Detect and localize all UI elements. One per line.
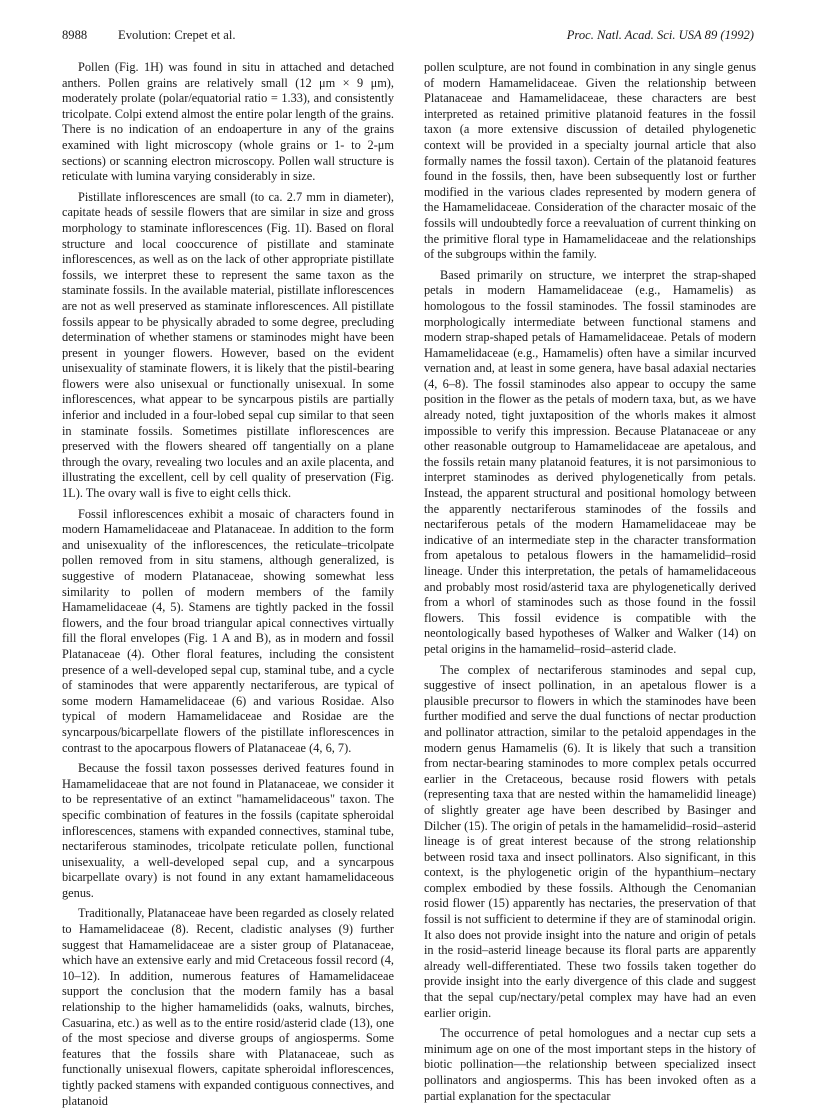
paragraph-traditional: Traditionally, Platanaceae have been regarded as closely related to Hamamelidaceae (8). Recent, cladistic analyses (9) further suggest that Hamamelidaceae are a sister group of Platanaceae, which have an extensive early and mid Cretaceous fossil record (4, 10–12). In addition, numerous features of Hamamelidaceae support the conclusion that the modern family has a basal relationship to the higher hamamelidids (oaks, walnuts, birches, Casuarina, etc.) as well as to the entire rosid/asterid clade (13), one of the most speciose and diverse groups of angiosperms. Some features that the fossils share with Platanaceae, such as functionally unisexual flowers, capitate spheroidal inflorescences, tightly packed stamens with expanded contiguous connectives, and platanoid	[62, 906, 394, 1108]
right-column	[424, 60, 756, 1109]
paragraph-pollen: Pollen (Fig. 1H) was found in situ in attached and detached anthers. Pollen grains are relatively small (12 μm × 9 μm), moderately prolate (polar/equatorial ratio = 1.33), and consistently tricolpate. Colpi extend almost the entire polar length of the grains. There is no indication of an endoaperture in any of the grains examined with light microscopy (whole grains or 1- to 2-μm sections) or scanning electron microscopy. Pollen wall structure is reticulate with lumina varying considerably in size.	[62, 60, 394, 184]
page-number: 8988	[62, 28, 88, 42]
paragraph-nectariferous: The complex of nectariferous staminodes and sepal cup, suggestive of insect pollination, in an apetalous flower is a plausible precursor to flowers in which the staminodes have been further modified and serve the dual functions of nectar production and pollinator attraction, similar to the petaloid appendages in the modern genus Hamamelis (6). It is likely that such a transition from nectar-bearing staminodes to more complex petals occurred earlier in the Cretaceous, because rosid flowers with petals (representing taxa that are nested within the hamamelidid lineage) of slightly greater age have been described by Basinger and Dilcher (15). The origin of petals in the hamamelidid–rosid–asterid lineage is of great interest because of the strong relationship between rosid taxa and insect pollinators. Also significant, in this context, is the phylogenetic origin of the hypanthium–nectary complex embodied by these fossils. Although the Cenomanian rosid flower (15) apparently has nectaries, the preservation of that fossil is not sufficient to determine if they are of staminodal origin. It also does not provide insight into the nature and origin of petals in the rosid–asterid lineage because its floral parts are apparently already well-differentiated. These two fossils taken together do provide insight into the early divergence of this clade and suggest that the sepal cup/nectary/petal complex may have had an even earlier origin.	[424, 662, 756, 1020]
page-header	[62, 28, 754, 46]
section-title: Evolution: Crepet et al.	[118, 28, 236, 42]
paragraph-petals: Based primarily on structure, we interpret the strap-shaped petals in modern Hamamelidaceae (e.g., Hamamelis) as homologous to the fossil staminodes. The fossil staminodes are morphologically intermediate between functional stamens and modern strap-shaped petals of Hamamelidaceae. Petals of modern Hamamelidaceae (e.g., Hamamelis) often have a similar incurved vernation and, at least in some genera, have basal adaxial nectaries (4, 6–8). The fossil staminodes also appear to occupy the same position in the flower as the petals of modern taxa, but, as we have already noted, tight juxtaposition of the whorls makes it almost impossible to verify this impression. Because Platanaceae or any other reasonable outgroup to Hamamelidaceae are apetalous, and the fossils retain many platanoid features, it is not parsimonious to interpret staminodes as derived phylogenetically from petals. Instead, the apparent structural and positional homology between the apparently nectariferous staminodes of the fossils and nectariferous petals of the modern Hamamelidaceae may be indicative of an intermediate step in the character transformation from apetalous to petalous flowers in the hamamelidid–rosid lineage. Under this interpretation, the petals of hamamelidaceous and probably most rosid/asterid taxa are phylogenetically derived from a whorl of staminodes such as those found in the fossil flowers. This fossil evidence is compatible with the neontologically based hypotheses of Walker and Walker (14) on petal origins in the hamamelid–rosid–asterid clade.	[424, 267, 756, 656]
left-column	[62, 60, 394, 1114]
paragraph-petal-homologues: The occurrence of petal homologues and a nectar cup sets a minimum age on one of the most important steps in the history of biotic pollination—the relationship between specialized insect pollinators and angiosperms. This has been invoked often as a partial explanation for the spectacular	[424, 1026, 756, 1103]
journal-citation: Proc. Natl. Acad. Sci. USA 89 (1992)	[566, 28, 754, 42]
paragraph-mosaic: Fossil inflorescences exhibit a mosaic of characters found in modern Hamamelidaceae and Platanaceae. In addition to the form and unisexuality of the inflorescences, the reticulate–tricolpate pollen removed from in situ stamens, although generalized, is suggestive of modern Platanaceae, showing somewhat less similarity to pollen of modern members of the family Hamamelidaceae (4, 5). Stamens are tightly packed in the fossil flowers, and the four broad triangular apical connectives virtually fill the floral envelopes (Fig. 1 A and B), as in modern and fossil Platanaceae (4). Other floral features, including the consistent presence of a well-developed sepal cup, staminal tube, and a cycle of staminodes that were apparently nectariferous, are typical of some modern Hamamelidaceae (6) and various Rosidae. Also typical of modern Hamamelidaceae and Rosidae are the syncarpous/bicarpellate flowers of the pistillate inflorescences in contrast to the apocarpous flowers of Platanaceae (4, 6, 7).	[62, 506, 394, 755]
paragraph-derived-features: Because the fossil taxon possesses derived features found in Hamamelidaceae that are not found in Platanaceae, we consider it to be representative of an extinct "hamamelidaceous" taxon. The specific combination of features in the fossils (capitate spheroidal inflorescences, stamens with expanded connectives, staminal tube, nectariferous staminodes, tricolpate reticulate pollen, functional unisexuality, a well-developed sepal cup, and a syncarpous bicarpellate ovary) is not found in any extant hamamelidaceous genus.	[62, 761, 394, 900]
paragraph-continuation: pollen sculpture, are not found in combination in any single genus of modern Hamamelidaceae. Given the relationship between Platanaceae and Hamamelidaceae, these characters are best interpreted as retained primitive platanoid features in the fossil taxon (a more extensive discussion of detailed phylogenetic context will be provided in a specialty journal article that also formally names the fossil taxon). Certain of the platanoid features found in the fossils, then, have been subsequently lost or further modified in the various clades represented by modern genera of the Hamamelidaceae. Consideration of the character mosaic of the fossils will undoubtedly force a reevaluation of current thinking on the primitive floral type in Hamamelidaceae and the relationships of the subgroups within the family.	[424, 60, 756, 262]
paragraph-pistillate: Pistillate inflorescences are small (to ca. 2.7 mm in diameter), capitate heads of sessile flowers that are similar in size and gross morphology to staminate inflorescences (Fig. 1I). Based on floral structure and local cooccurence of pistillate and staminate inflorescences, as well as on the lack of other appropriate pistillate fossils, we interpret these to represent the same taxon as the staminate fossils. In the available material, pistillate inflorescences are not as well preserved as staminate inflorescences. All pistillate fossils appear to be physically abraded to some degree, precluding determination of whether stamens or staminodes might have been present in younger flowers. However, based on the evident unisexuality of staminate flowers, it is likely that the pistil-bearing flowers were also unisexual or functionally unisexual. In some inflorescences, what appear to be syncarpous pistils are partially inferior and included in a four-lobed sepal cup similar to that seen in staminate fossils. Sometimes pistillate inflorescences are preserved with the flowers sheared off tangentially on a plane through the ovary, revealing two locules and an axile placenta, and illustrating the excellent, cell by cell quality of preservation (Fig. 1L). The ovary wall is five to eight cells thick.	[62, 189, 394, 501]
